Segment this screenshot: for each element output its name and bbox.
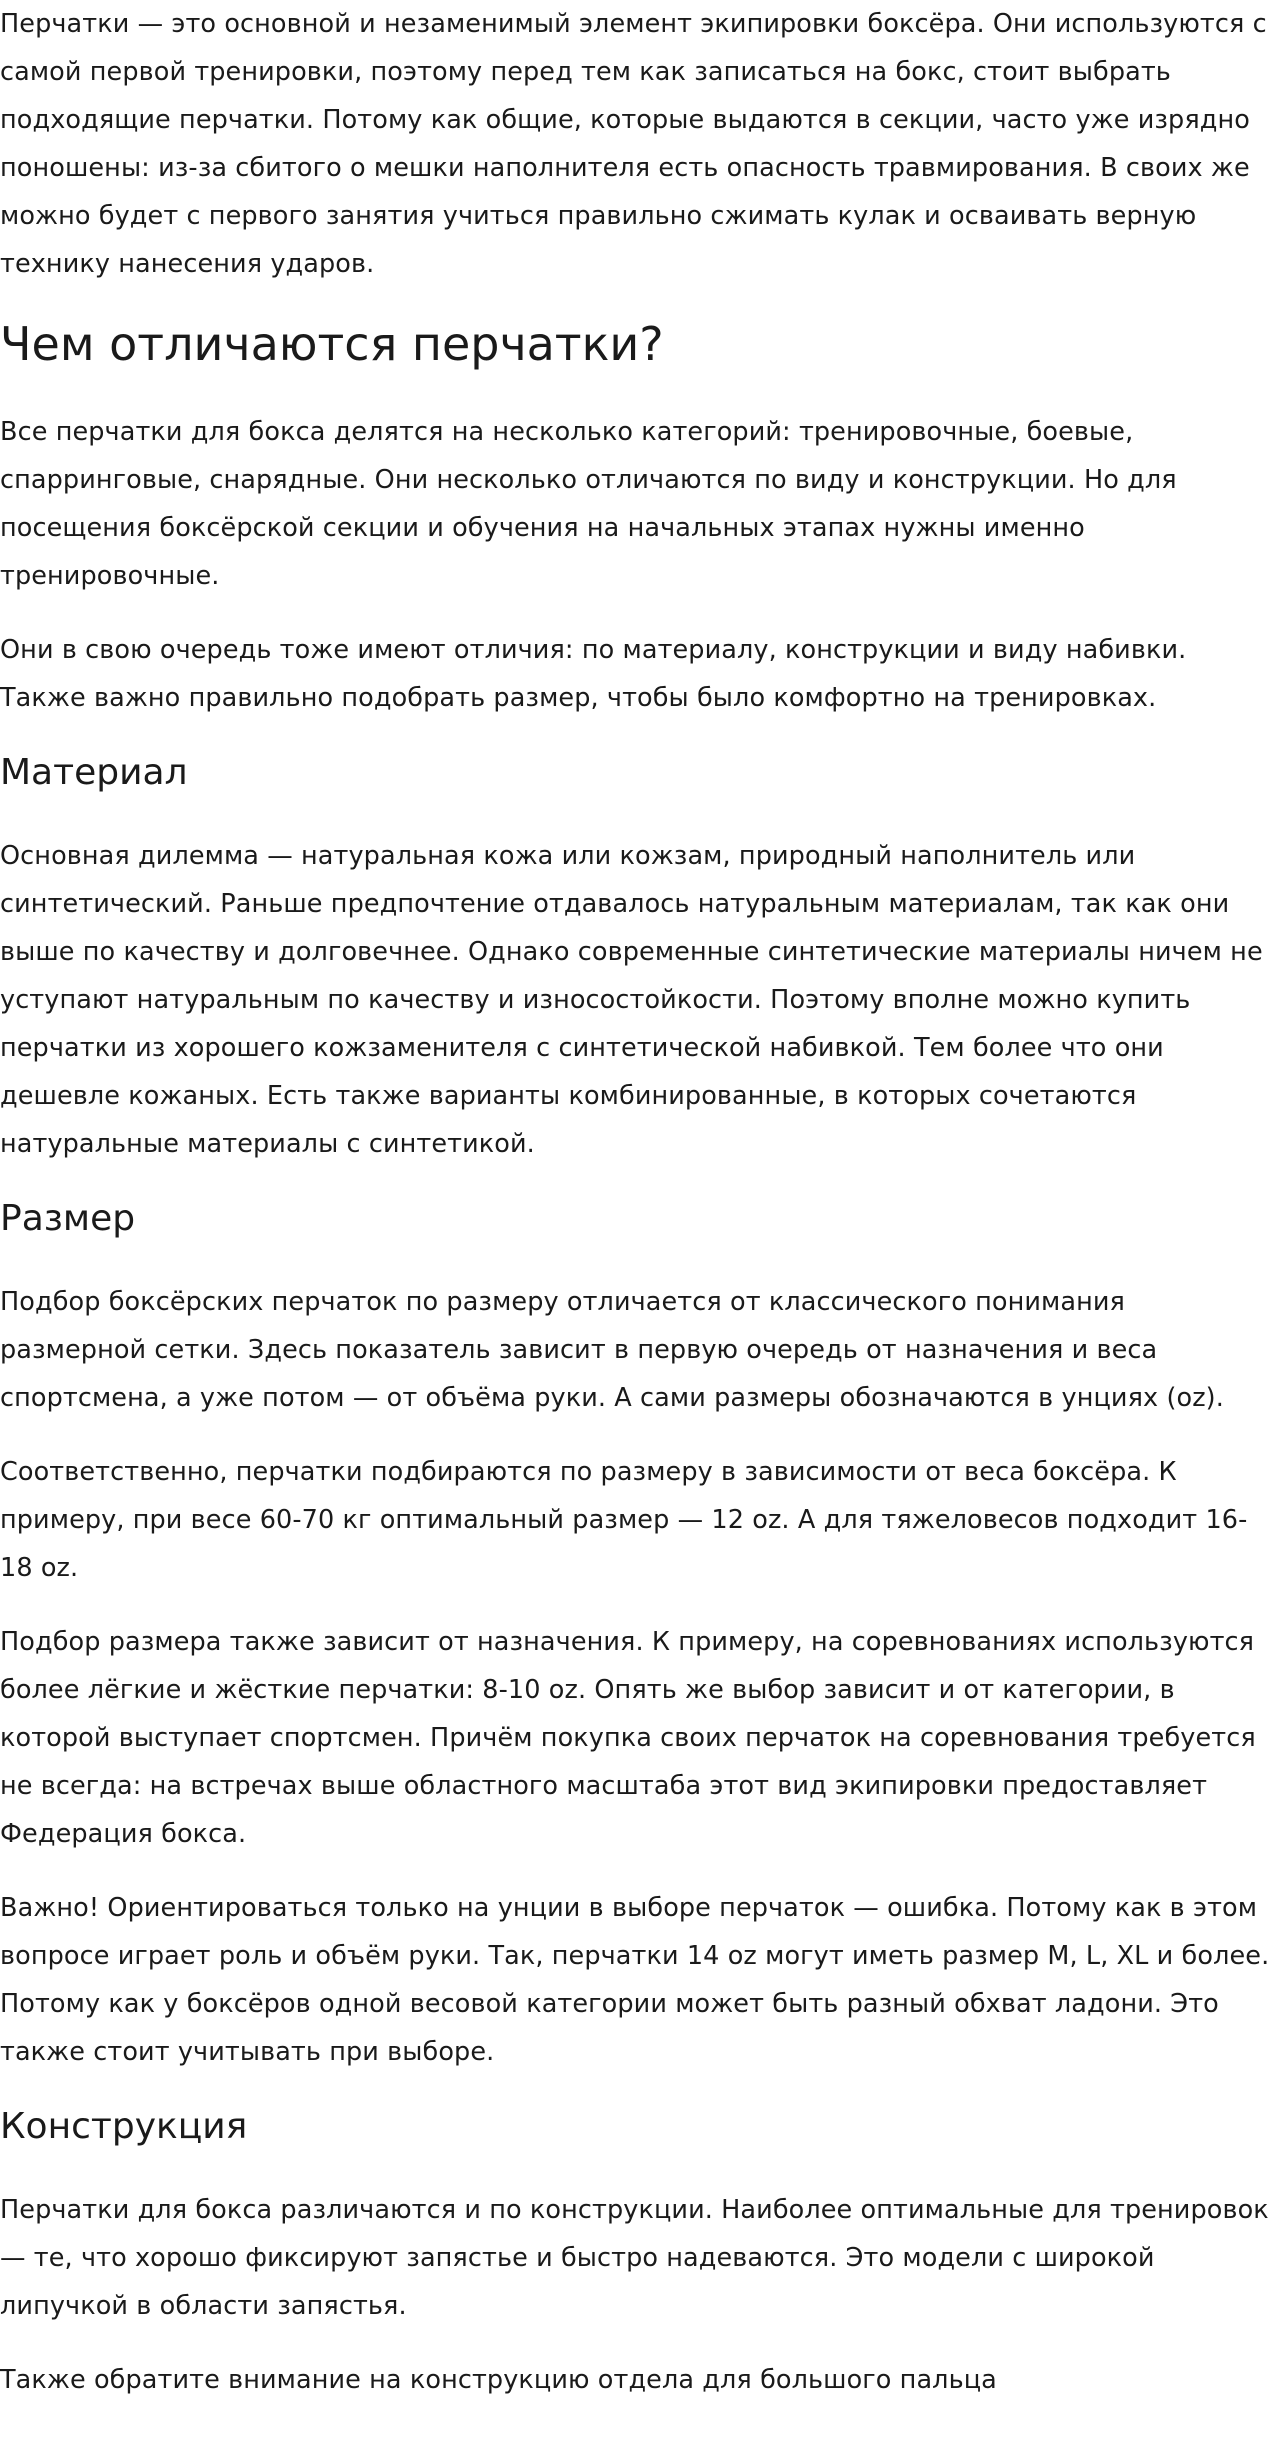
categories-paragraph: Все перчатки для бокса делятся на несколько категорий: тренировочные, боевые, спарринговые, снарядные. Они несколько отличаются по виду и конструкции. Но для посещения боксёрской секции и обучения на начальных этапах нужны именно тренировочные. [0, 417, 1177, 591]
subheading-size: Размер [0, 1198, 136, 1239]
subheading-construction: Конструкция [0, 2106, 248, 2147]
size-paragraph-4: Важно! Ориентироваться только на унции в выборе перчаток — ошибка. Потому как в этом вопросе играет роль и объём руки. Так, перчатки 14 oz могут иметь размер M, L, XL и более. Потому как у боксёров одной весовой категории может быть разный обхват ладони. Это также стоит учитывать при выборе. [0, 1893, 1270, 2067]
intro-paragraph: Перчатки — это основной и незаменимый элемент экипировки боксёра. Они используются с самой первой тренировки, поэтому перед тем как записаться на бокс, стоит выбрать подходящие перчатки. Потому как общие, которые выдаются в секции, часто уже изрядно поношены: из-за сбитого о мешки наполнителя есть опасность травмирования. В своих же можно будет с первого занятия учиться правильно сжимать кулак и осваивать верную технику нанесения ударов. [0, 9, 1267, 279]
size-paragraph-1: Подбор боксёрских перчаток по размеру отличается от классического понимания размерной сетки. Здесь показатель зависит в первую очередь от назначения и веса спортсмена, а уже потом — от объёма руки. А сами размеры обозначаются в унциях (oz). [0, 1287, 1224, 1413]
subheading-material: Материал [0, 752, 188, 793]
section-heading-differences: Чем отличаются перчатки? [0, 317, 664, 371]
material-paragraph: Основная дилемма — натуральная кожа или кожзам, природный наполнитель или синтетический. Раньше предпочтение отдавалось натуральным материалам, так как они выше по качеству и долговечнее. Однако современные синтетические материалы ничем не уступают натуральным по качеству и износостойкости. Поэтому вполне можно купить перчатки из хорошего кожзаменителя с синтетической набивкой. Тем более что они дешевле кожаных. Есть также варианты комбинированные, в которых сочетаются натуральные материалы с синтетикой. [0, 841, 1263, 1159]
construction-paragraph-1: Перчатки для бокса различаются и по конструкции. Наиболее оптимальные для тренировок — те, что хорошо фиксируют запястье и быстро надеваются. Это модели с широкой липучкой в области запястья. [0, 2195, 1269, 2321]
construction-paragraph-2: Также обратите внимание на конструкцию отдела для большого пальца [0, 2365, 997, 2395]
size-paragraph-2: Соответственно, перчатки подбираются по размеру в зависимости от веса боксёра. К примеру, при весе 60-70 кг оптимальный размер — 12 oz. А для тяжеловесов подходит 16-18 oz. [0, 1457, 1248, 1583]
differences-paragraph: Они в свою очередь тоже имеют отличия: по материалу, конструкции и виду набивки. Также важно правильно подобрать размер, чтобы было комфортно на тренировках. [0, 635, 1187, 713]
size-paragraph-3: Подбор размера также зависит от назначения. К примеру, на соревнованиях используются более лёгкие и жёсткие перчатки: 8-10 oz. Опять же выбор зависит и от категории, в которой выступает спортсмен. Причём покупка своих перчаток на соревнования требуется не всегда: на встречах выше областного масштаба этот вид экипировки предоставляет Федерация бокса. [0, 1627, 1256, 1849]
